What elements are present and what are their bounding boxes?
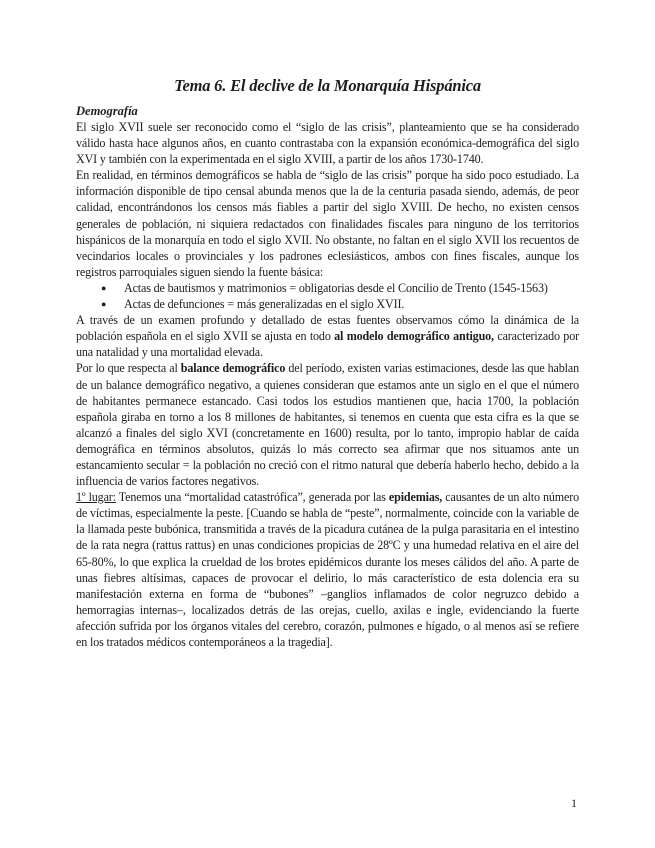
paragraph-2: En realidad, en términos demográficos se habla de “siglo de las crisis” porque ha sido poco estudiado. La información disponible de tipo censal abunda menos que la de la centuria pasada siendo, además, de peor calidad, encontrándonos los censos más fiables a partir del siglo XVIII. De hecho, no existen censos generales de población, ni siquiera redactados con finalidades fiscales para ninguno de los territorios hispánicos de la monarquía en todo el siglo XVII. No obstante, no faltan en el siglo XVII los recuentos de vecindarios locales o provinciales y los padrones eclesiásticos, ambos con fines fiscales, aunque los registros parroquiales siguen siendo la fuente básica: [76, 168, 579, 279]
paragraph-5 [76, 489, 579, 650]
paragraph-4 [76, 360, 579, 489]
paragraph-3-emphasis: al modelo demográfico antiguo, [334, 329, 494, 344]
document-page [76, 76, 579, 650]
list-item [101, 280, 579, 296]
paragraph-4-start: Por lo que respecta al [76, 361, 181, 376]
paragraph-3-end: caracterizado por una natalidad y una mortalidad elevada. [76, 329, 579, 360]
paragraph-4-emphasis: balance demográfico [180, 361, 286, 376]
paragraph-5-emphasis: epidemias, [388, 490, 443, 505]
list-item-text: Actas de defunciones = más generalizadas en el siglo XVII. [124, 297, 405, 312]
list-item [101, 296, 579, 312]
paragraph-5-start: Tenemos una “mortalidad catastrófica”, generada por las [115, 490, 389, 505]
paragraph-5-label: 1º lugar: [76, 490, 116, 505]
bullet-icon: ● [101, 282, 107, 293]
list-item-text: Actas de bautismos y matrimonios = obligatorias desde el Concilio de Trento (1545-1563) [124, 280, 548, 295]
section-heading: Demografía [76, 104, 138, 118]
bullet-list [76, 280, 579, 312]
bullet-icon: ● [101, 299, 107, 310]
paragraph-4-end: del período, existen varias estimaciones, desde las que hablan de un balance demográfico negativo, a quienes consideran que estamos ante un siglo en el que el número de habitantes permanece estancado. Casi todos los estudios mantienen que, hacia 1700, la población española giraba en torno a los 8 millones de habitantes, si tenemos en cuenta que esta cifra es la que se alcanzó a finales del siglo XVI (concretamente en 1600) resulta, por lo tanto, impropio hablar de caída demográfica en términos absolutos, quizás lo más correcto sea afirmar que nos situamos ante un estancamiento secular = la población no creció con el ritmo natural que debería haberlo hecho, debido a la influencia de varios factores negativos. [76, 361, 579, 489]
paragraph-1: El siglo XVII suele ser reconocido como el “siglo de las crisis”, planteamiento que se ha considerado válido hasta hace algunos años, en cuanto contrastaba con la expansión económica-demográfica del siglo XVI y también con la experimentada en el siglo XVIII, a partir de los años 1730-1740. [76, 120, 579, 167]
page-title: Tema 6. El declive de la Monarquía Hispánica [174, 76, 481, 95]
paragraph-3 [76, 312, 579, 360]
page-number: 1 [571, 796, 577, 810]
paragraph-5-end: causantes de un alto número de víctimas, especialmente la peste. [Cuando se habla de “peste”, normalmente, coincide con la variable de la llamada peste bubónica, transmitida a través de la picadura cutánea de la pulga parasitaria en el intestino de la rata negra (rattus rattus) en unas condiciones propicias de 28ºC y una humedad relativa en el aire del 65-80%, lo que explica la crueldad de los brotes epidémicos durante los meses cálidos del año. A parte de unas fiebres altísimas, capaces de provocar el delirio, lo más característico de esta dolencia era su manifestación externa en forma de “bubones” –ganglios inflamados de color negruzco debido a hemorragias internas–, localizados detrás de las orejas, cuello, axilas e ingle, evidenciando la fuerte afección sufrida por los órganos vitales del cerebro, corazón, pulmones e hígado, o al menos así se refiere en los tratados médicos contemporáneos a la tragedia]. [76, 490, 580, 649]
paragraph-3-start: A través de un examen profundo y detallado de estas fuentes observamos cómo la dinámica de la población española en el siglo XVII se ajusta en todo [76, 313, 579, 344]
